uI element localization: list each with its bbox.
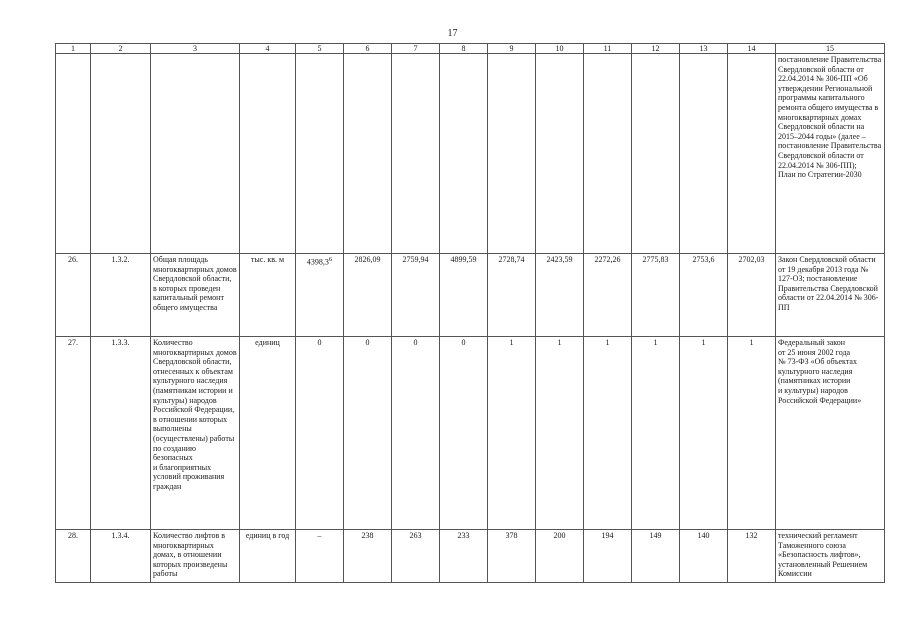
empty-cell (632, 54, 680, 254)
value-cell: 2775,83 (632, 254, 680, 337)
row-number: 28. (56, 530, 91, 583)
header-cell: 11 (584, 44, 632, 54)
value-cell: 2423,59 (536, 254, 584, 337)
empty-cell (536, 54, 584, 254)
value-cell: 140 (680, 530, 728, 583)
value-cell: 233 (440, 530, 488, 583)
header-cell: 9 (488, 44, 536, 54)
value-cell (296, 254, 344, 337)
value-cell: 2702,03 (728, 254, 776, 337)
row-number: 27. (56, 337, 91, 530)
empty-cell (240, 54, 296, 254)
value-cell: 2272,26 (584, 254, 632, 337)
value-cell: 132 (728, 530, 776, 583)
source-cell: Федеральный закон от 25 июня 2002 года № 73-ФЗ «Об объектах культурного наследия (памятниках истории и культуры) народов Российской Федерации» (776, 337, 885, 530)
value-cell: 1 (680, 337, 728, 530)
header-cell: 5 (296, 44, 344, 54)
value-cell: 0 (440, 337, 488, 530)
value-cell: 149 (632, 530, 680, 583)
header-cell: 8 (440, 44, 488, 54)
empty-cell (151, 54, 240, 254)
source-cell: Закон Свердловской области от 19 декабря 2013 года № 127-ОЗ; постановление Правительства Свердловской области от 22.04.2014 № 306-ПП (776, 254, 885, 337)
indicator-code: 1.3.4. (91, 530, 151, 583)
empty-cell (344, 54, 392, 254)
value-cell: 194 (584, 530, 632, 583)
indicator-name: Количество лифтов в многоквартирных домах, в отношении которых произведены работы (151, 530, 240, 583)
table-row (56, 337, 885, 530)
empty-cell (488, 54, 536, 254)
header-cell: 1 (56, 44, 91, 54)
header-cell: 6 (344, 44, 392, 54)
header-cell: 13 (680, 44, 728, 54)
indicator-name: Количество многоквартирных домов Свердловской области, отнесенных к объектам культурного наследия (памятникам истории и культуры) народов Российской Федерации, в отношении которых выполнены (осуществлены) работы по созданию безопасных и благоприятных условий проживания граждан (151, 337, 240, 530)
value-cell: 2826,09 (344, 254, 392, 337)
value-cell: 1 (632, 337, 680, 530)
value-cell: 2759,94 (392, 254, 440, 337)
header-cell: 4 (240, 44, 296, 54)
footnote-mark: 6 (328, 256, 333, 263)
value-text: 4398,3 (306, 257, 329, 267)
unit-cell: единиц в год (240, 530, 296, 583)
header-cell: 3 (151, 44, 240, 54)
empty-cell (56, 54, 91, 254)
empty-cell (728, 54, 776, 254)
value-cell: 0 (392, 337, 440, 530)
empty-cell (680, 54, 728, 254)
empty-cell (584, 54, 632, 254)
empty-cell (296, 54, 344, 254)
table-row (56, 254, 885, 337)
header-cell: 7 (392, 44, 440, 54)
value-cell: 1 (488, 337, 536, 530)
empty-cell (392, 54, 440, 254)
source-cell: технический регламент Таможенного союза «Безопасность лифтов», установленный Решением Комиссии (776, 530, 885, 583)
indicator-code: 1.3.2. (91, 254, 151, 337)
header-cell: 2 (91, 44, 151, 54)
value-cell: 378 (488, 530, 536, 583)
header-cell: 14 (728, 44, 776, 54)
row-number: 26. (56, 254, 91, 337)
header-cell: 12 (632, 44, 680, 54)
value-cell: 0 (296, 337, 344, 530)
header-row (56, 44, 885, 54)
header-cell: 15 (776, 44, 885, 54)
indicators-table (55, 43, 885, 583)
value-cell: 1 (728, 337, 776, 530)
unit-cell: единиц (240, 337, 296, 530)
indicator-name: Общая площадь многоквартирных домов Свердловской области, в которых проведен капитальный ремонт общего имущества (151, 254, 240, 337)
continuation-row (56, 54, 885, 254)
table-row (56, 530, 885, 583)
empty-cell (91, 54, 151, 254)
empty-cell (440, 54, 488, 254)
value-cell: 263 (392, 530, 440, 583)
unit-cell: тыс. кв. м (240, 254, 296, 337)
value-cell: – (296, 530, 344, 583)
value-cell: 0 (344, 337, 392, 530)
value-cell: 4899,59 (440, 254, 488, 337)
header-cell: 10 (536, 44, 584, 54)
value-cell: 1 (536, 337, 584, 530)
value-cell: 1 (584, 337, 632, 530)
indicator-code: 1.3.3. (91, 337, 151, 530)
value-cell: 200 (536, 530, 584, 583)
value-cell: 2753,6 (680, 254, 728, 337)
source-cell: постановление Правительства Свердловской области от 22.04.2014 № 306-ПП «Об утверждении Региональной программы капитального ремонта общего имущества в многоквартирных домах Свердловской области на 2015–2044 годы» (далее – постановление Правительства Свердловской области от 22.04.2014 № 306-ПП); План по Стратегии-2030 (776, 54, 885, 254)
value-cell: 238 (344, 530, 392, 583)
value-cell: 2728,74 (488, 254, 536, 337)
page-number: 17 (447, 28, 458, 39)
